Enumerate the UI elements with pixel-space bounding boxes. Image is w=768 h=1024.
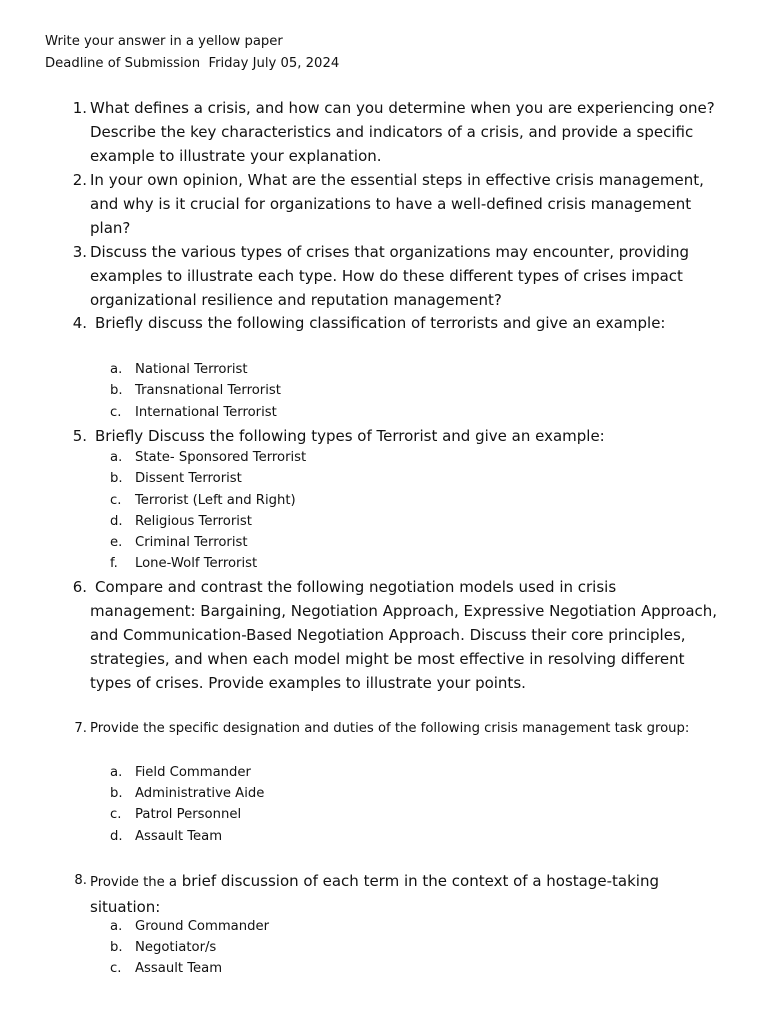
deadline-line: Deadline of Submission Friday July 05, 2024 — [45, 56, 340, 71]
list-item — [110, 762, 251, 783]
list-item — [110, 359, 248, 380]
question-number: 6. — [72, 578, 87, 596]
question-number: 8. — [74, 873, 87, 888]
item-text: Field Commander — [135, 765, 251, 780]
item-letter: b. — [110, 383, 123, 398]
question-number: 5. — [72, 427, 87, 445]
question-text — [90, 869, 725, 919]
list-item — [110, 447, 306, 468]
question-text-part1: Provide the a — [90, 875, 177, 890]
question-8 — [65, 869, 725, 919]
item-text: Ground Commander — [135, 919, 270, 934]
list-item — [110, 826, 222, 847]
question-text: Briefly Discuss the following types of Terrorist and give an example: — [95, 427, 605, 445]
item-letter: c. — [110, 405, 122, 420]
item-text: Patrol Personnel — [135, 807, 242, 822]
question-number: 4. — [72, 314, 87, 332]
question-5 — [65, 424, 725, 448]
item-letter: d. — [110, 829, 123, 844]
item-letter: c. — [110, 493, 122, 508]
list-item — [110, 402, 277, 423]
item-text: International Terrorist — [135, 405, 277, 420]
list-item — [110, 511, 252, 532]
list-item — [110, 916, 269, 937]
question-3 — [65, 240, 725, 312]
question-text-part2: brief discussion of each term in the context of a hostage-taking situation: — [90, 872, 659, 916]
list-item — [110, 468, 242, 489]
item-text: Transnational Terrorist — [135, 383, 281, 398]
item-letter: a. — [110, 765, 123, 780]
item-letter: b. — [110, 940, 123, 955]
question-text: Briefly discuss the following classification of terrorists and give an example: — [95, 314, 666, 332]
list-item — [110, 490, 296, 511]
question-text: In your own opinion, What are the essential steps in effective crisis management, and why is it crucial for organizations to have a well-defined crisis management plan? — [90, 171, 704, 237]
list-item — [110, 937, 216, 958]
item-letter: e. — [110, 535, 123, 550]
item-text: State- Sponsored Terrorist — [135, 450, 307, 465]
item-text: Criminal Terrorist — [135, 535, 248, 550]
question-6 — [65, 575, 725, 695]
item-letter: a. — [110, 450, 123, 465]
item-letter: a. — [110, 362, 123, 377]
question-number: 1. — [72, 99, 87, 117]
question-2 — [65, 168, 725, 240]
question-text: Provide the specific designation and duties of the following crisis management task group: — [90, 721, 690, 736]
item-text: Dissent Terrorist — [135, 471, 242, 486]
item-letter: c. — [110, 807, 122, 822]
item-letter: f. — [110, 556, 118, 571]
question-text: Discuss the various types of crises that organizations may encounter, providing examples to illustrate each type. How do these different types of crises impact organizational resilience and reputation management? — [90, 243, 690, 309]
item-letter: b. — [110, 471, 123, 486]
item-text: Assault Team — [135, 829, 223, 844]
item-text: Assault Team — [135, 961, 223, 976]
item-text: Terrorist (Left and Right) — [135, 493, 296, 508]
item-text: National Terrorist — [135, 362, 248, 377]
question-7 — [65, 718, 725, 740]
question-1 — [65, 96, 725, 168]
item-text: Negotiator/s — [135, 940, 217, 955]
list-item — [110, 380, 281, 401]
item-text: Administrative Aide — [135, 786, 265, 801]
list-item — [110, 804, 241, 825]
question-number: 7. — [74, 721, 87, 736]
question-text: Compare and contrast the following negotiation models used in crisis management: Bargaining, Negotiation Approach, Expressive Negotiation Approach, and Communication-Based Negotiation Approach. Discuss their core principles, strategies, and when each model might be most effective in resolving different types of crises. Provide examples to illustrate your points. — [90, 578, 718, 692]
item-text: Religious Terrorist — [135, 514, 252, 529]
item-letter: d. — [110, 514, 123, 529]
item-letter: c. — [110, 961, 122, 976]
question-number: 3. — [72, 243, 87, 261]
list-item — [110, 553, 257, 574]
question-number: 2. — [72, 171, 87, 189]
question-text: What defines a crisis, and how can you determine when you are experiencing one? Describe the key characteristics and indicators of a crisis, and provide a specific example to illustrate your explanation. — [90, 99, 715, 165]
item-letter: b. — [110, 786, 123, 801]
item-letter: a. — [110, 919, 123, 934]
list-item — [110, 958, 222, 979]
list-item — [110, 783, 264, 804]
item-text: Lone-Wolf Terrorist — [135, 556, 258, 571]
question-4 — [65, 311, 725, 335]
instruction-line: Write your answer in a yellow paper — [45, 34, 283, 49]
list-item — [110, 532, 248, 553]
